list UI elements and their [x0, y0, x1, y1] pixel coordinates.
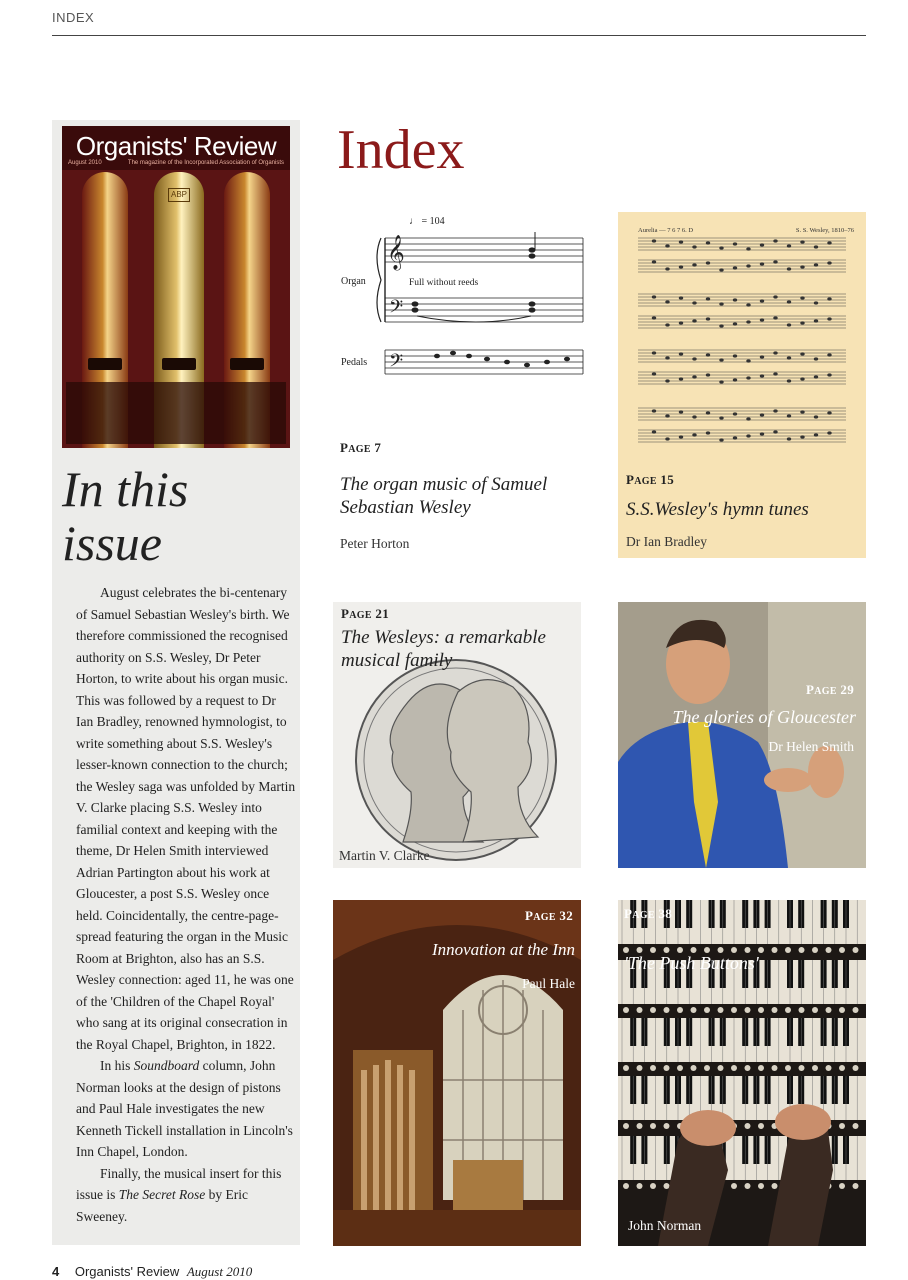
- hymn-note: [746, 247, 750, 250]
- push-buttons-photo-panel: [618, 900, 866, 1246]
- entry-page-number: PAGE 21: [341, 606, 389, 621]
- svg-text:𝄢: 𝄢: [389, 297, 404, 322]
- hymn-score-illustration: [618, 212, 866, 462]
- svg-text:𝄞: 𝄞: [387, 235, 405, 270]
- entry-title: The Wesleys: a remarkable musical family: [341, 627, 546, 671]
- hymn-tune-name: Aurelia — 7 6 7 6. D: [638, 227, 694, 234]
- wesley-medal-panel: [333, 602, 581, 868]
- hymn-note: [692, 245, 696, 248]
- hymn-note: [800, 435, 804, 438]
- piston-button: [772, 1065, 778, 1071]
- header-rule: [52, 35, 866, 36]
- hymn-note: [665, 300, 669, 303]
- hymn-note: [733, 354, 737, 357]
- entry-title: The organ music of Samuel Sebastian Wesley: [340, 474, 548, 518]
- entry-page-number: PAGE 29: [806, 682, 854, 697]
- piston-button: [704, 1007, 710, 1013]
- entry-title: 'The Push Buttons': [624, 953, 759, 973]
- hymn-note: [719, 380, 723, 383]
- hymn-note: [800, 321, 804, 324]
- score-tempo: ♩ = 104: [409, 216, 445, 227]
- hymn-note: [760, 432, 764, 435]
- hymn-note: [665, 356, 669, 359]
- piston-button: [772, 947, 778, 953]
- intro-panel: [52, 120, 300, 1245]
- piston-button: [826, 1065, 832, 1071]
- piston-button: [650, 1065, 656, 1071]
- cover-masthead: Organists' Review: [62, 126, 290, 170]
- cover-caption-block: [66, 382, 286, 444]
- gloucester-photo-panel: [618, 602, 866, 868]
- entry-title: The glories of Gloucester: [672, 707, 856, 727]
- hymn-note: [679, 435, 683, 438]
- piston-button: [623, 1123, 629, 1129]
- hymn-note: [706, 373, 710, 376]
- hymn-note: [706, 317, 710, 320]
- hymn-note: [692, 375, 696, 378]
- piston-button: [677, 1007, 683, 1013]
- hymn-note: [665, 414, 669, 417]
- hymn-note: [692, 319, 696, 322]
- hymn-note: [706, 411, 710, 414]
- hymn-note: [665, 379, 669, 382]
- piston-button: [853, 1123, 859, 1129]
- entry-author: Paul Hale: [522, 976, 575, 991]
- hymn-composer: S. S. Wesley, 1810–76: [795, 227, 854, 234]
- piston-button: [812, 1007, 818, 1013]
- piston-button: [691, 1065, 697, 1071]
- hymn-note: [652, 372, 656, 375]
- hymn-note: [706, 261, 710, 264]
- hymn-note: [733, 266, 737, 269]
- hymn-note: [814, 263, 818, 266]
- hymn-note: [719, 358, 723, 361]
- magazine-cover: [62, 126, 290, 448]
- hymn-tune-panel: [618, 212, 866, 558]
- hymn-note: [773, 372, 777, 375]
- hymn-note: [665, 323, 669, 326]
- piston-button: [650, 1183, 656, 1189]
- piston-button: [785, 947, 791, 953]
- piston-button: [704, 1065, 710, 1071]
- hymn-note: [652, 295, 656, 298]
- entry-title: S.S.Wesley's hymn tunes: [626, 499, 809, 520]
- hymn-note: [692, 433, 696, 436]
- hymn-note: [800, 240, 804, 243]
- piston-button: [839, 947, 845, 953]
- piston-button: [745, 1123, 751, 1129]
- piston-button: [637, 1183, 643, 1189]
- hymn-note: [773, 351, 777, 354]
- piston-button: [623, 1065, 629, 1071]
- hymn-note: [773, 239, 777, 242]
- hymn-note: [800, 352, 804, 355]
- piston-button: [799, 947, 805, 953]
- hymn-note: [679, 240, 683, 243]
- cover-tagline: The magazine of the Incorporated Association of Organists: [127, 160, 284, 166]
- hymn-note: [787, 379, 791, 382]
- intro-body: [76, 582, 296, 1227]
- hymn-note: [773, 295, 777, 298]
- piston-button: [745, 1007, 751, 1013]
- hymn-note: [652, 351, 656, 354]
- hymn-note: [746, 434, 750, 437]
- hymn-note: [773, 260, 777, 263]
- hymn-note: [733, 436, 737, 439]
- hymn-note: [692, 263, 696, 266]
- intro-paragraph: In his Soundboard column, John Norman looks at the design of pistons and Paul Hale investigates the new Kenneth Tickell installation in Lincoln's Inn Chapel, London.: [76, 1058, 293, 1159]
- organ-score-illustration: [337, 210, 587, 380]
- piston-button: [826, 947, 832, 953]
- hymn-note: [773, 316, 777, 319]
- hymn-note: [787, 244, 791, 247]
- hymn-note: [706, 353, 710, 356]
- piston-button: [758, 1007, 764, 1013]
- piston-button: [812, 947, 818, 953]
- hymn-note: [706, 241, 710, 244]
- entry-author: Dr Ian Bradley: [626, 534, 707, 549]
- piston-button: [650, 1123, 656, 1129]
- score-pedals-label: Pedals: [341, 357, 368, 368]
- hymn-note: [652, 316, 656, 319]
- hymn-note: [679, 265, 683, 268]
- hymn-note: [733, 378, 737, 381]
- piston-button: [853, 1065, 859, 1071]
- piston-button: [664, 1123, 670, 1129]
- piston-button: [731, 1007, 737, 1013]
- hymn-note: [814, 415, 818, 418]
- hymn-note: [814, 245, 818, 248]
- piston-button: [664, 1007, 670, 1013]
- hymn-note: [733, 298, 737, 301]
- piston-button: [731, 1065, 737, 1071]
- piston-button: [772, 1183, 778, 1189]
- entry-page-number: PAGE 15: [626, 472, 674, 487]
- entry-page-number: PAGE 32: [525, 908, 573, 923]
- hymn-note: [827, 373, 831, 376]
- piston-button: [853, 947, 859, 953]
- hymn-note: [760, 299, 764, 302]
- hymn-note: [760, 318, 764, 321]
- hymn-note: [800, 410, 804, 413]
- piston-button: [839, 1123, 845, 1129]
- footer-date: August 2010: [186, 1264, 253, 1279]
- conductor-photo: [618, 602, 866, 868]
- hymn-note: [760, 355, 764, 358]
- hymn-note: [800, 265, 804, 268]
- hymn-note: [760, 374, 764, 377]
- hymn-note: [827, 297, 831, 300]
- piston-button: [839, 1065, 845, 1071]
- hymn-note: [719, 416, 723, 419]
- keyboard-manual: [618, 1076, 866, 1120]
- hymn-note: [814, 319, 818, 322]
- piston-button: [853, 1007, 859, 1013]
- hymn-note: [652, 239, 656, 242]
- hymn-note: [800, 377, 804, 380]
- entry-title: Innovation at the Inn: [431, 940, 575, 959]
- hymn-note: [679, 321, 683, 324]
- hymn-note: [652, 430, 656, 433]
- hymn-note: [746, 376, 750, 379]
- piston-button: [731, 1183, 737, 1189]
- page-footer: [52, 1264, 252, 1280]
- hymn-note: [652, 260, 656, 263]
- piston-button: [758, 1123, 764, 1129]
- hymn-note: [800, 296, 804, 299]
- hymn-note: [665, 244, 669, 247]
- hymn-note: [746, 417, 750, 420]
- piston-button: [637, 1007, 643, 1013]
- hymn-note: [787, 414, 791, 417]
- hymn-note: [679, 296, 683, 299]
- footer-magazine: Organists' Review: [74, 1264, 180, 1279]
- hymn-note: [679, 410, 683, 413]
- hymn-note: [706, 297, 710, 300]
- entry-author: Peter Horton: [340, 536, 410, 551]
- piston-button: [758, 1183, 764, 1189]
- hymn-note: [787, 437, 791, 440]
- piston-button: [637, 1065, 643, 1071]
- hymn-note: [814, 357, 818, 360]
- intro-heading: In this issue: [62, 461, 189, 571]
- piston-button: [623, 1183, 629, 1189]
- piston-button: [758, 1065, 764, 1071]
- piston-button: [677, 1065, 683, 1071]
- hymn-note: [760, 262, 764, 265]
- hymn-note: [746, 359, 750, 362]
- hymn-note: [692, 301, 696, 304]
- entry-page-number: PAGE 7: [340, 440, 382, 455]
- piston-button: [637, 1123, 643, 1129]
- piston-button: [745, 1065, 751, 1071]
- hymn-note: [719, 268, 723, 271]
- hymn-note: [827, 261, 831, 264]
- hymn-note: [665, 267, 669, 270]
- hymn-note: [719, 324, 723, 327]
- piston-button: [826, 1007, 832, 1013]
- hymn-note: [733, 242, 737, 245]
- hymn-note: [733, 322, 737, 325]
- score-organ-label: Organ: [341, 276, 366, 287]
- piston-button: [623, 1007, 629, 1013]
- piston-button: [799, 1007, 805, 1013]
- index-title: Index: [337, 119, 465, 181]
- hymn-note: [719, 302, 723, 305]
- piston-button: [772, 1007, 778, 1013]
- hymn-note: [692, 357, 696, 360]
- hymn-note: [814, 301, 818, 304]
- hymn-note: [827, 353, 831, 356]
- hymn-note: [719, 246, 723, 249]
- lincolns-inn-photo-panel: [333, 900, 581, 1246]
- svg-text:𝄢: 𝄢: [389, 351, 404, 376]
- piston-button: [718, 1007, 724, 1013]
- cover-subline: [68, 160, 284, 166]
- piston-button: [650, 1007, 656, 1013]
- cover-plaque: ABP: [168, 188, 190, 202]
- piston-button: [664, 1065, 670, 1071]
- piston-button: [745, 1183, 751, 1189]
- hymn-note: [733, 412, 737, 415]
- hymn-note: [692, 415, 696, 418]
- hymn-note: [665, 437, 669, 440]
- hymn-note: [746, 303, 750, 306]
- piston-button: [785, 1007, 791, 1013]
- hymn-note: [814, 433, 818, 436]
- intro-paragraph: Finally, the musical insert for this issue is The Secret Rose by Eric Sweeney.: [76, 1165, 282, 1224]
- hymn-note: [827, 241, 831, 244]
- hymn-note: [827, 411, 831, 414]
- hymn-note: [773, 409, 777, 412]
- hymn-note: [706, 431, 710, 434]
- entry-page-number: PAGE 38: [624, 906, 672, 921]
- keyboard-manual: [618, 1018, 866, 1062]
- hymn-note: [827, 317, 831, 320]
- hymn-note: [679, 352, 683, 355]
- hymn-note: [719, 438, 723, 441]
- score-registration: Full without reeds: [409, 278, 479, 288]
- hymn-note: [679, 377, 683, 380]
- hymn-note: [652, 409, 656, 412]
- piston-button: [839, 1007, 845, 1013]
- entry-author: Dr Helen Smith: [768, 739, 854, 754]
- piston-button: [691, 1007, 697, 1013]
- hymn-note: [814, 375, 818, 378]
- footer-page-number: 4: [52, 1264, 60, 1279]
- hymn-note: [760, 413, 764, 416]
- hymn-note: [787, 300, 791, 303]
- piston-button: [718, 1065, 724, 1071]
- piston-button: [664, 1183, 670, 1189]
- piston-button: [853, 1183, 859, 1189]
- hymn-note: [746, 264, 750, 267]
- piston-button: [799, 1065, 805, 1071]
- piston-button: [812, 1065, 818, 1071]
- intro-paragraph: August celebrates the bi-centenary of Samuel Sebastian Wesley's birth. We therefore commissioned the recognised authority on S.S. Wesley, Dr Peter Horton, to write about his organ music. This was followed by a request to Dr Ian Bradley, renowned hymnologist, to write something about S.S. Wesley's lesser-known connection to the church; the Wesley saga was unfolded by Martin V. Clarke placing S.S. Wesley into familial context and keeping with the theme, Dr Helen Smith interviewed Adrian Partington about his work at Gloucester, a post S.S. Wesley once held. Coincidentally, the centre-page-spread featuring the organ in the Music Room at Brighton, also has an S.S. Wesley connection: aged 11, he was one of the 'Children of the Chapel Royal' who sang at its original consecration in the Royal Chapel, Brighton, in 1822.: [76, 585, 296, 1052]
- hymn-note: [773, 430, 777, 433]
- hymn-note: [787, 323, 791, 326]
- hymn-note: [746, 320, 750, 323]
- piston-button: [839, 1183, 845, 1189]
- hymn-note: [760, 243, 764, 246]
- hymn-note: [827, 431, 831, 434]
- running-head: INDEX: [52, 10, 95, 25]
- entry-author: Martin V. Clarke: [339, 848, 430, 863]
- cover-date: August 2010: [68, 160, 102, 166]
- hymn-note: [787, 356, 791, 359]
- piston-button: [785, 1065, 791, 1071]
- entry-author: John Norman: [628, 1218, 702, 1233]
- hymn-note: [787, 267, 791, 270]
